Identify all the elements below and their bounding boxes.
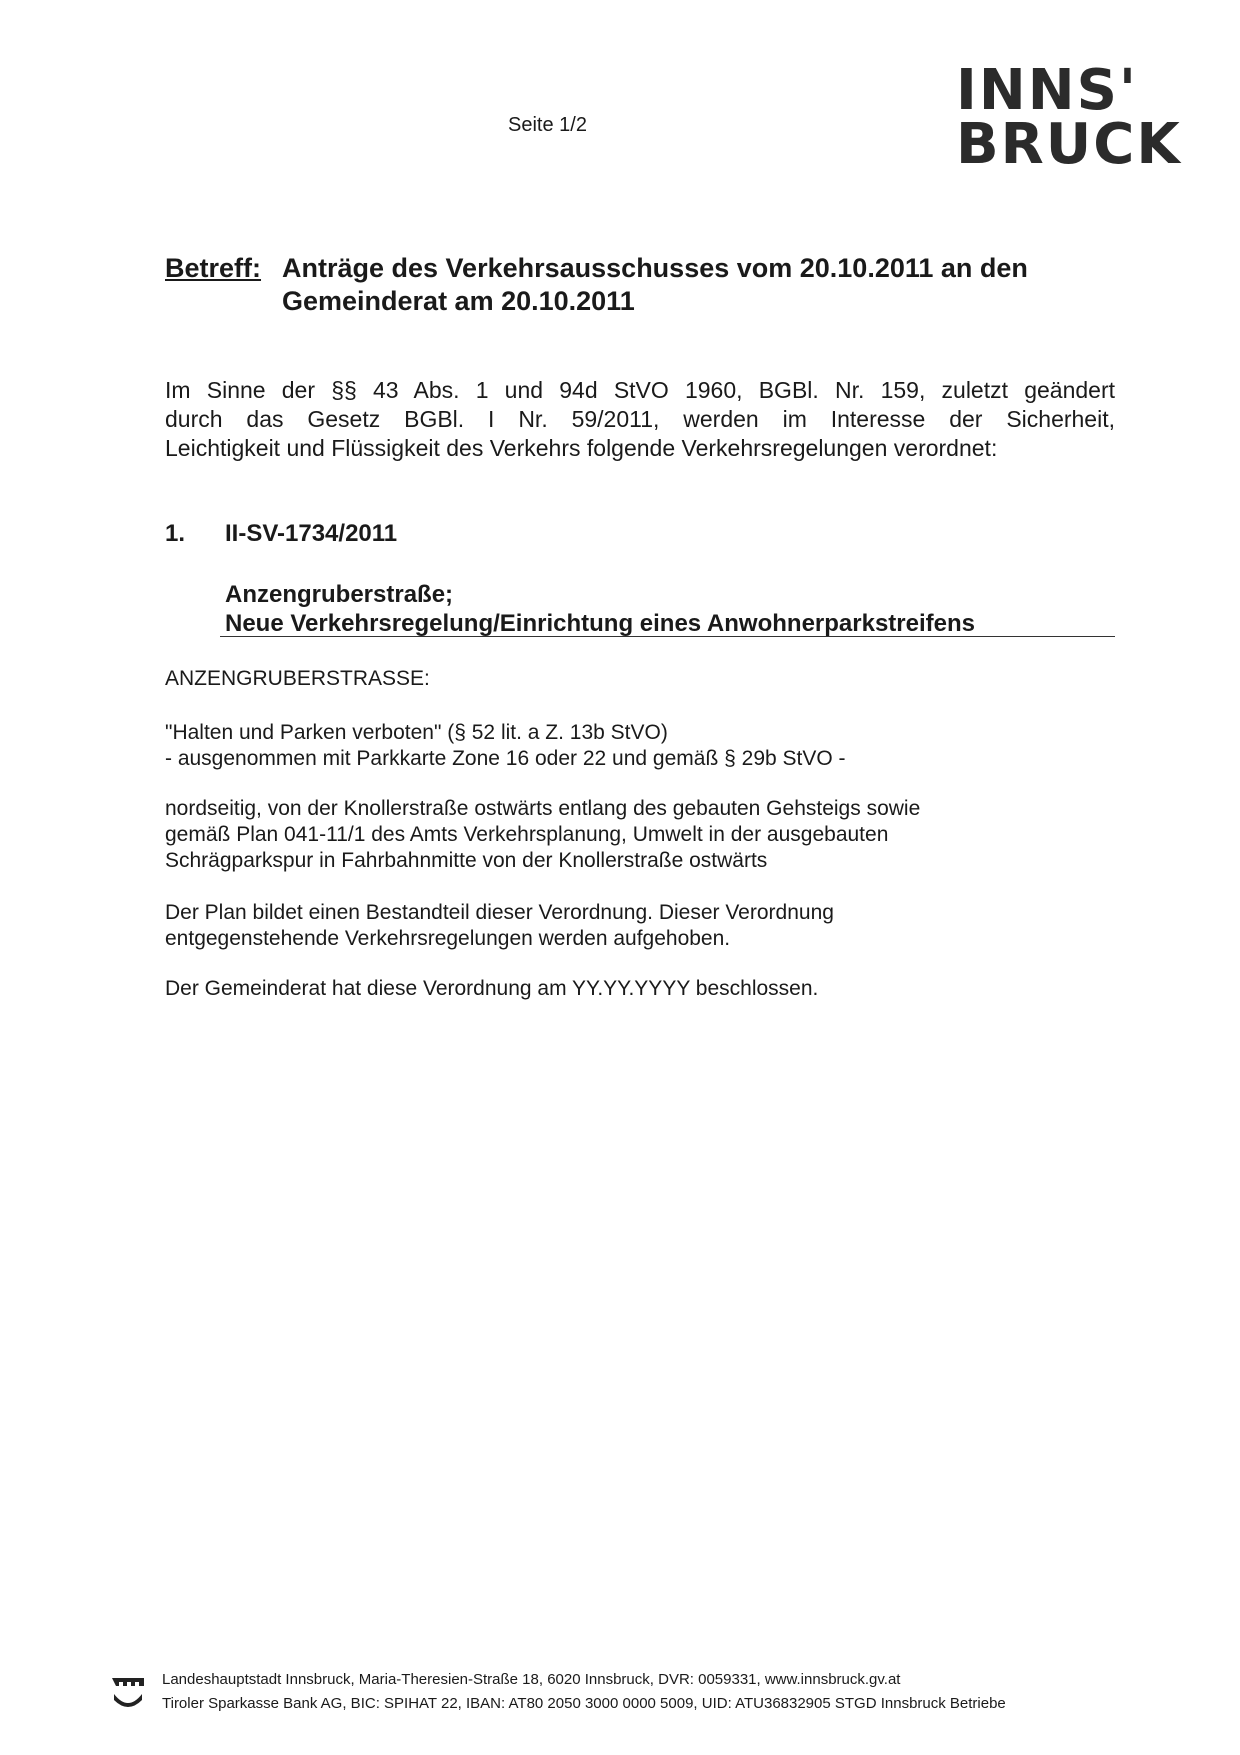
footer-line-1: Landeshauptstadt Innsbruck, Maria-Theresien-Straße 18, 6020 Innsbruck, DVR: 0059331, www.innsbruck.gv.at [162, 1671, 901, 1688]
item-title-line-1: Anzengruberstraße; [225, 581, 454, 608]
item-number: 1. [165, 520, 186, 547]
title-divider [220, 636, 1115, 637]
street-heading-text: ANZENGRUBERSTRASSE: [165, 667, 430, 690]
intro-line-3: Leichtigkeit und Flüssigkeit des Verkehrs folgende Verkehrsregelungen verordnet: [165, 435, 998, 461]
item-title [225, 580, 975, 638]
page-number: Seite 1/2 [508, 114, 587, 136]
footer-text [162, 1668, 1006, 1716]
location-block [165, 796, 1115, 874]
location-line-1: nordseitig, von der Knollerstraße ostwärts entlang des gebauten Gehsteigs sowie [165, 797, 921, 820]
subject-label: Betreff: [165, 253, 262, 283]
plan-note-line-1: Der Plan bildet einen Bestandteil dieser Verordnung. Dieser Verordnung [165, 901, 834, 924]
intro-paragraph [165, 376, 1115, 463]
street-heading [165, 666, 1115, 692]
item-title-line-2: Neue Verkehrsregelung/Einrichtung eines Anwohnerparkstreifens [225, 610, 975, 637]
intro-line-1: Im Sinne der §§ 43 Abs. 1 und 94d StVO 1960, BGBl. Nr. 159, zuletzt geändert [165, 377, 1115, 403]
item-code: II-SV-1734/2011 [225, 520, 398, 547]
logo-line-1: INNS' [956, 58, 1139, 123]
location-line-2: gemäß Plan 041-11/1 des Amts Verkehrsplanung, Umwelt in der ausgebauten [165, 823, 889, 846]
decision-text: Der Gemeinderat hat diese Verordnung am YY.YY.YYYY beschlossen. [165, 977, 819, 1000]
footer-line-2: Tiroler Sparkasse Bank AG, BIC: SPIHAT 22, IBAN: AT80 2050 3000 0000 5009, UID: ATU36832905 STGD Innsbruck Betriebe [162, 1695, 1006, 1712]
regulation-line-1: "Halten und Parken verboten" (§ 52 lit. a Z. 13b StVO) [165, 721, 668, 744]
intro-line-2: durch das Gesetz BGBl. I Nr. 59/2011, werden im Interesse der Sicherheit, [165, 406, 1115, 432]
regulation-block [165, 720, 1115, 772]
plan-note-line-2: entgegenstehende Verkehrsregelungen werden aufgehoben. [165, 927, 731, 950]
plan-note-block [165, 900, 1115, 952]
subject-line-1: Anträge des Verkehrsausschusses vom 20.10.2011 an den [282, 253, 1028, 283]
city-crest-icon [110, 1672, 146, 1712]
regulation-line-2: - ausgenommen mit Parkkarte Zone 16 oder 22 und gemäß § 29b StVO - [165, 747, 846, 770]
location-line-3: Schrägparkspur in Fahrbahnmitte von der Knollerstraße ostwärts [165, 849, 768, 872]
subject-text [282, 252, 1240, 318]
decision-block [165, 976, 1115, 1002]
subject-line-2: Gemeinderat am 20.10.2011 [282, 286, 635, 316]
logo-line-2: BRUCK [956, 112, 1182, 177]
innsbruck-logo [956, 58, 1196, 177]
